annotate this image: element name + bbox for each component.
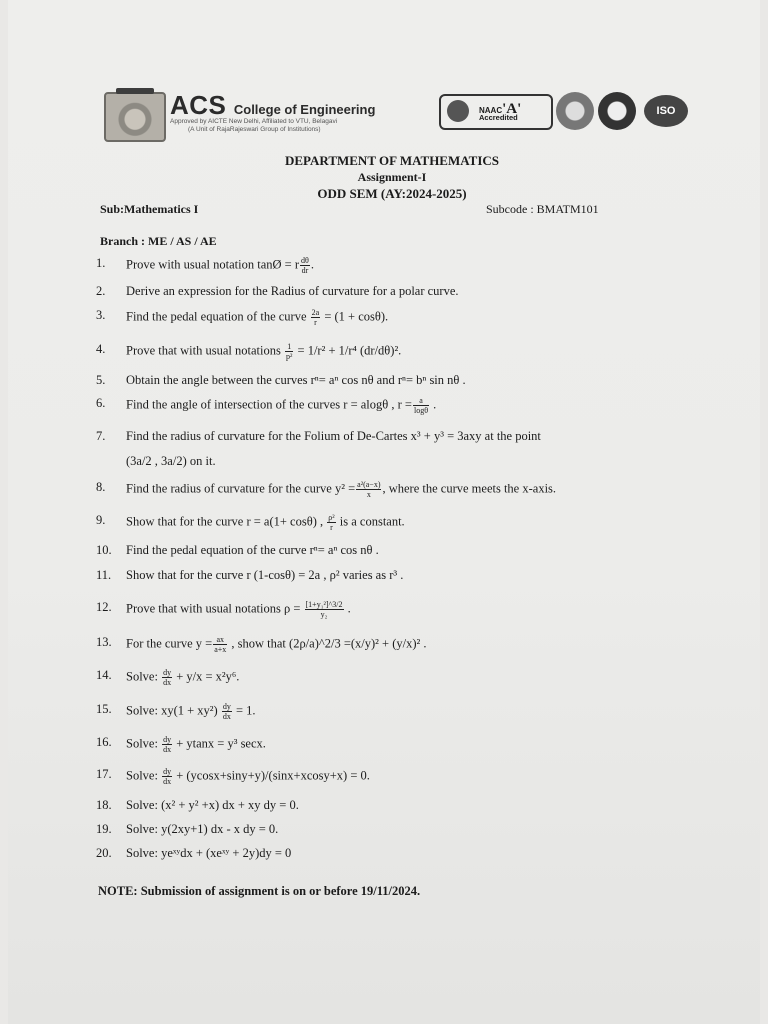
college-crest-logo (104, 92, 166, 142)
college-short-name: ACS (170, 90, 227, 120)
document-page: ACS College of Engineering Approved by AICTE New Delhi, Affiliated to VTU, Belagavi (A Unit of RajaRajeswari Group of Institutions) NAAC'A' Accredited ISO DEPARTMENT OF MATHEMATICS Assignment-I ODD SEM (AY:2024-2025) Sub:Mathematics I Subcode : BMATM101 Branch : ME / AS / AE 1. Prove with usual notation tanØ = r $\frac{d\theta}{dr}$ . 2. Derive an expression for the Radius of curvature for a polar curve. 3. Find the pedal equation of the curve $\frac{2a}{r}$ = (1 + cosθ). 4. Prove that with usual notations $\frac{1}{\text{p²}}$ = 1/r² + 1/r⁴ (dr/dθ)². 5. Obtain the angle between the curves rⁿ= aⁿ cos nθ and rⁿ= bⁿ sin nθ . 6. Find the angle of intersection of the curves r = alogθ , r = $\frac{a}{\log\theta}$ . 7. Find the radius of curvature for the Folium of De-Cartes x³ + y³ = 3axy at the point (3a/2 , 3a/2) on it. 8. Find the radius of curvature for the curve y² = $\frac{\text{a²(a−x)}}{x}$ , where the curve meets the x-axis. 9. Show that for the curve r = a(1+ cosθ) , $\frac{\text{ρ²}}{r}$ is a constant. 10. Find the pedal equation of the curve rⁿ= aⁿ cos nθ . 11. Show that for the curve r (1-cosθ) = 2a , ρ² varies as r³ . 12. Prove that with usual notations ρ = $\frac{\text{[1+y₁²]\textasciicircum{}3/2}}{\text{y₂}}$ . 13. For the curve y = $\frac{ax}{a+x}$ , show that (2ρ/a)^2/3 =(x/y)² + (y/x)² . 14. Solve: $\frac{dy}{dx}$ + y/x = x²y⁶. 15. Solve: xy(1 + xy²) $\frac{dy}{dx}$ = 1. 16. Solve: $\frac{dy}{dx}$ + ytanx = y³ secx. 17. Solve: $\frac{dy}{dx}$ + (ycosx+siny+y)/(sinx+xcosy+x) = 0. 18. Solve: (x² + y² +x) dx + xy dy = 0. 19. Solve: y(2xy+1) dx - x dy = 0. 20. Solve: yeˣʸdx + (xeˣʸ + 2y)dy = 0 NOTE: Submission of assignment is on or before 19/11/2024. (8, 0, 760, 1024)
naac-label: NAAC (479, 106, 503, 115)
naac-grade: 'A' (502, 101, 522, 117)
submission-note: NOTE: Submission of assignment is on or before 19/11/2024. (98, 884, 421, 898)
college-full-name: College of Engineering (233, 102, 376, 117)
subject-label: Sub:Mathematics I (100, 202, 199, 216)
semester-title: ODD SEM (AY:2024-2025) (317, 186, 467, 201)
naac-badge (439, 94, 553, 130)
naac-status: Accredited (479, 113, 518, 122)
subcode-label: Subcode : BMATM101 (486, 202, 599, 216)
naac-seal-icon (447, 100, 469, 122)
iso-logo: ISO (644, 95, 688, 127)
approval-line: Approved by AICTE New Delhi, Affiliated to VTU, Belagavi (170, 118, 338, 125)
college-brand (170, 90, 376, 133)
emblem-seal-icon (598, 92, 636, 130)
branch-label: Branch : ME / AS / AE (100, 234, 217, 248)
unit-line: (A Unit of RajaRajeswari Group of Institutions) (188, 126, 321, 133)
accreditation-seal-icon (556, 92, 594, 130)
department-title: DEPARTMENT OF MATHEMATICS (284, 153, 500, 168)
assignment-title: Assignment-I (357, 170, 427, 184)
